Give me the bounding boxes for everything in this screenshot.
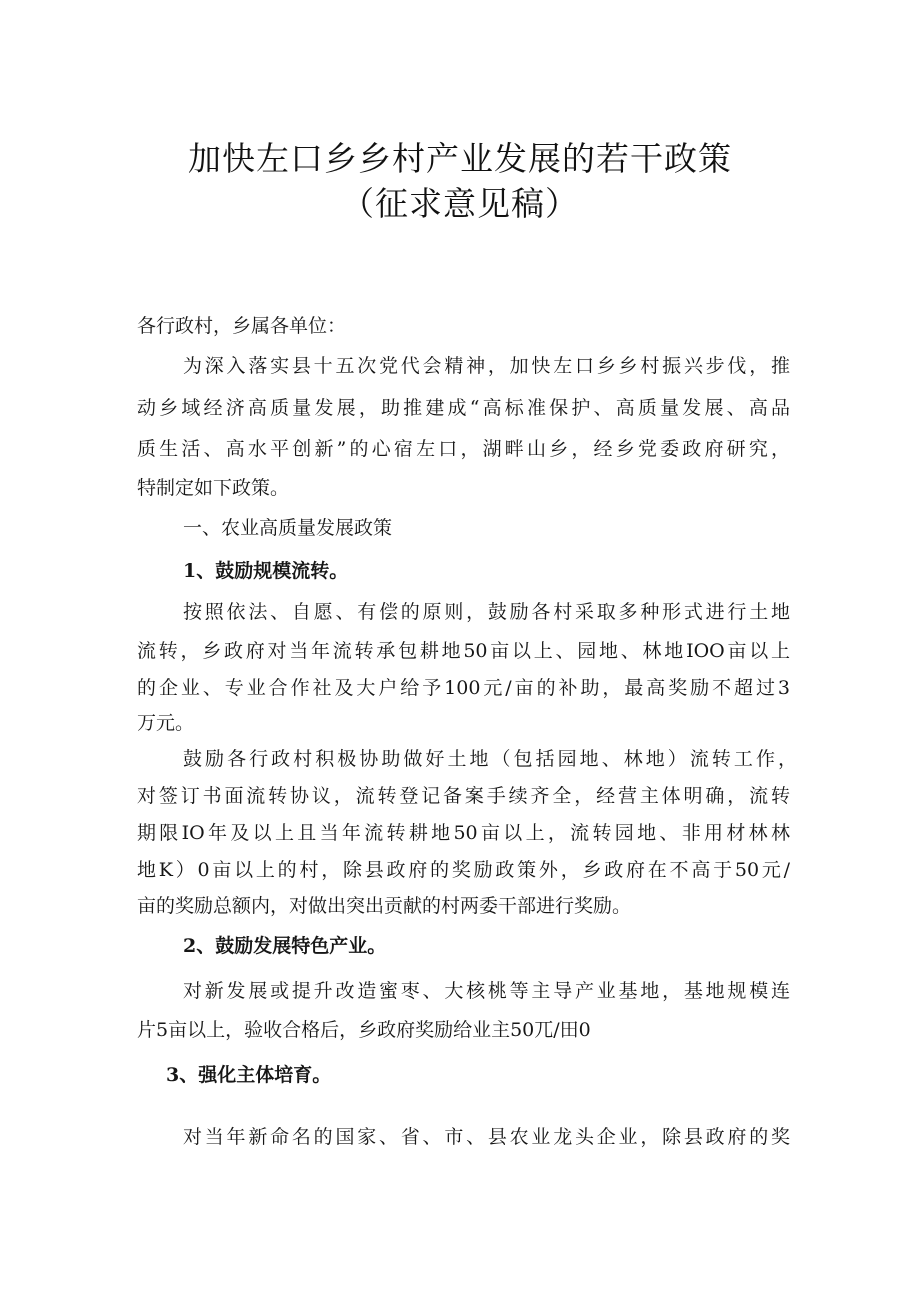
item-heading: 3、强化主体培育。 <box>166 1064 332 1086</box>
paragraph-line: 按照依法、自愿、有偿的原则，鼓励各村采取多种形式进行土地 <box>183 601 790 623</box>
paragraph-line: 片5亩以上，验收合格后，乡政府奖励给业主50兀/田0 <box>137 1019 591 1041</box>
paragraph-line: 亩的奖励总额内，对做出突出贡献的村两委干部进行奖励。 <box>137 895 632 917</box>
paragraph-line: 地K）0亩以上的村，除县政府的奖励政策外，乡政府在不高于50元/ <box>137 859 790 881</box>
intro-line: 为深入落实县十五次党代会精神，加快左口乡乡村振兴步伐，推 <box>183 355 790 377</box>
intro-line: 质生活、高水平创新”的心宿左口，湖畔山乡，经乡党委政府研究， <box>137 438 790 460</box>
paragraph-line: 万元。 <box>137 712 195 734</box>
item-heading: 1、鼓励规模流转。 <box>183 560 349 582</box>
document-title: 加快左口乡乡村产业发展的若干政策 <box>188 139 732 178</box>
intro-line: 动乡域经济高质量发展，助推建成“高标准保护、高质量发展、高品 <box>137 397 790 419</box>
paragraph-line: 鼓励各行政村积极协助做好土地（包括园地、林地）流转工作， <box>183 748 797 770</box>
salutation: 各行政村，乡属各单位： <box>137 315 347 337</box>
paragraph-line: 对新发展或提升改造蜜枣、大核桃等主导产业基地，基地规模连 <box>183 980 790 1002</box>
document-subtitle: （征求意见稿） <box>341 184 579 223</box>
paragraph-line: 的企业、专业合作社及大户给予100元/亩的补助，最高奖励不超过3 <box>137 677 790 699</box>
section-heading: 一、农业高质量发展政策 <box>183 517 393 539</box>
paragraph-line: 对签订书面流转协议，流转登记备案手续齐全，经营主体明确，流转 <box>137 785 790 807</box>
intro-line: 特制定如下政策。 <box>137 477 290 499</box>
item-heading: 2、鼓励发展特色产业。 <box>183 935 387 957</box>
paragraph-line: 期限IO年及以上且当年流转耕地50亩以上，流转园地、非用材林林 <box>137 822 790 844</box>
paragraph-line: 流转，乡政府对当年流转承包耕地50亩以上、园地、林地IOO亩以上 <box>137 640 790 662</box>
paragraph-line: 对当年新命名的国家、省、市、县农业龙头企业，除县政府的奖 <box>183 1126 790 1148</box>
